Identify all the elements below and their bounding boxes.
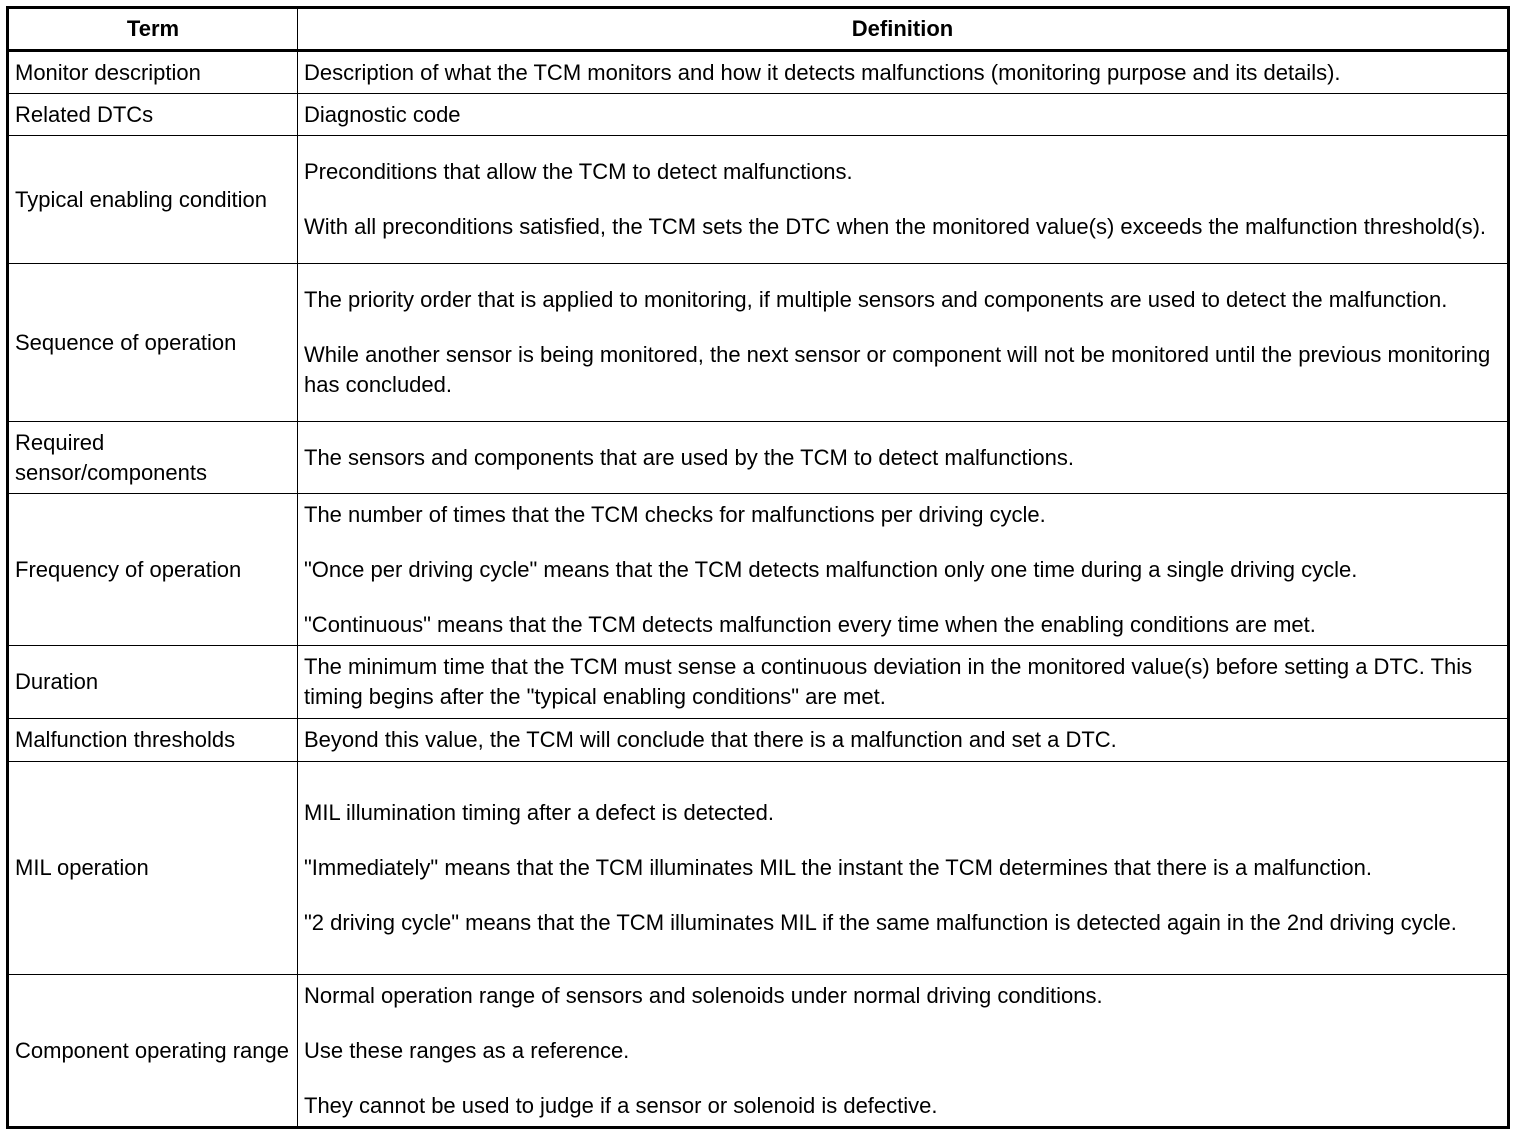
definition-cell <box>298 719 1509 762</box>
definition-cell <box>298 136 1509 264</box>
table-row <box>8 975 1509 1128</box>
table-row <box>8 136 1509 264</box>
definition-cell <box>298 975 1509 1128</box>
definition-paragraph: With all preconditions satisfied, the TCM sets the DTC when the monitored value(s) exceeds the malfunction threshold(s). <box>304 214 1487 239</box>
table-row <box>8 494 1509 646</box>
term-column-header: Term <box>8 8 298 51</box>
definition-paragraph: MIL illumination timing after a defect is detected. <box>304 800 774 825</box>
definition-cell <box>298 494 1509 646</box>
definition-paragraph: "Once per driving cycle" means that the TCM detects malfunction only one time during a single driving cycle. <box>304 556 1358 582</box>
definition-paragraph: Use these ranges as a reference. <box>304 1037 630 1063</box>
definition-paragraph: They cannot be used to judge if a sensor or solenoid is defective. <box>304 1092 938 1118</box>
definition-cell <box>298 646 1509 719</box>
definition-paragraph: "Continuous" means that the TCM detects malfunction every time when the enabling conditions are met. <box>304 611 1316 637</box>
table-row <box>8 51 1509 94</box>
term-cell: Duration <box>8 646 298 719</box>
definition-paragraph: While another sensor is being monitored, the next sensor or component will not be monitored until the previous monitoring has concluded. <box>304 342 1491 397</box>
definition-paragraph: Preconditions that allow the TCM to detect malfunctions. <box>304 159 853 184</box>
terms-definitions-table <box>6 6 1510 1129</box>
table-row <box>8 422 1509 494</box>
term-cell: Sequence of operation <box>8 264 298 422</box>
table-row <box>8 94 1509 136</box>
term-cell: Related DTCs <box>8 94 298 136</box>
term-cell: MIL operation <box>8 762 298 975</box>
definition-cell <box>298 422 1509 494</box>
definition-cell <box>298 762 1509 975</box>
table-row <box>8 719 1509 762</box>
definition-cell <box>298 94 1509 136</box>
definition-cell <box>298 264 1509 422</box>
term-cell: Frequency of operation <box>8 494 298 646</box>
definition-paragraph: "Immediately" means that the TCM illuminates MIL the instant the TCM determines that there is a malfunction. <box>304 855 1373 880</box>
table-row <box>8 264 1509 422</box>
definition-column-header: Definition <box>298 8 1509 51</box>
definition-paragraph: The minimum time that the TCM must sense a continuous deviation in the monitored value(s) before setting a DTC. This timing begins after the "typical enabling conditions" are met. <box>304 654 1473 709</box>
document-page <box>6 6 1508 1122</box>
term-cell: Component operating range <box>8 975 298 1128</box>
term-cell: Malfunction thresholds <box>8 719 298 762</box>
table-row <box>8 762 1509 975</box>
definition-paragraph: "2 driving cycle" means that the TCM illuminates MIL if the same malfunction is detected again in the 2nd driving cycle. <box>304 910 1457 935</box>
table-header-row <box>8 8 1509 51</box>
definition-paragraph: Normal operation range of sensors and solenoids under normal driving conditions. <box>304 982 1103 1008</box>
definition-paragraph: Description of what the TCM monitors and how it detects malfunctions (monitoring purpose and its details). <box>304 59 1341 85</box>
definition-cell <box>298 51 1509 94</box>
definition-paragraph: Diagnostic code <box>304 101 461 127</box>
definition-paragraph: Beyond this value, the TCM will conclude that there is a malfunction and set a DTC. <box>304 727 1117 752</box>
term-cell: Required sensor/components <box>8 422 298 494</box>
term-cell: Typical enabling condition <box>8 136 298 264</box>
term-cell: Monitor description <box>8 51 298 94</box>
table-row <box>8 646 1509 719</box>
definition-paragraph: The sensors and components that are used by the TCM to detect malfunctions. <box>304 444 1075 470</box>
definition-paragraph: The priority order that is applied to monitoring, if multiple sensors and components are used to detect the malfunction. <box>304 287 1448 312</box>
definition-paragraph: The number of times that the TCM checks for malfunctions per driving cycle. <box>304 501 1046 527</box>
